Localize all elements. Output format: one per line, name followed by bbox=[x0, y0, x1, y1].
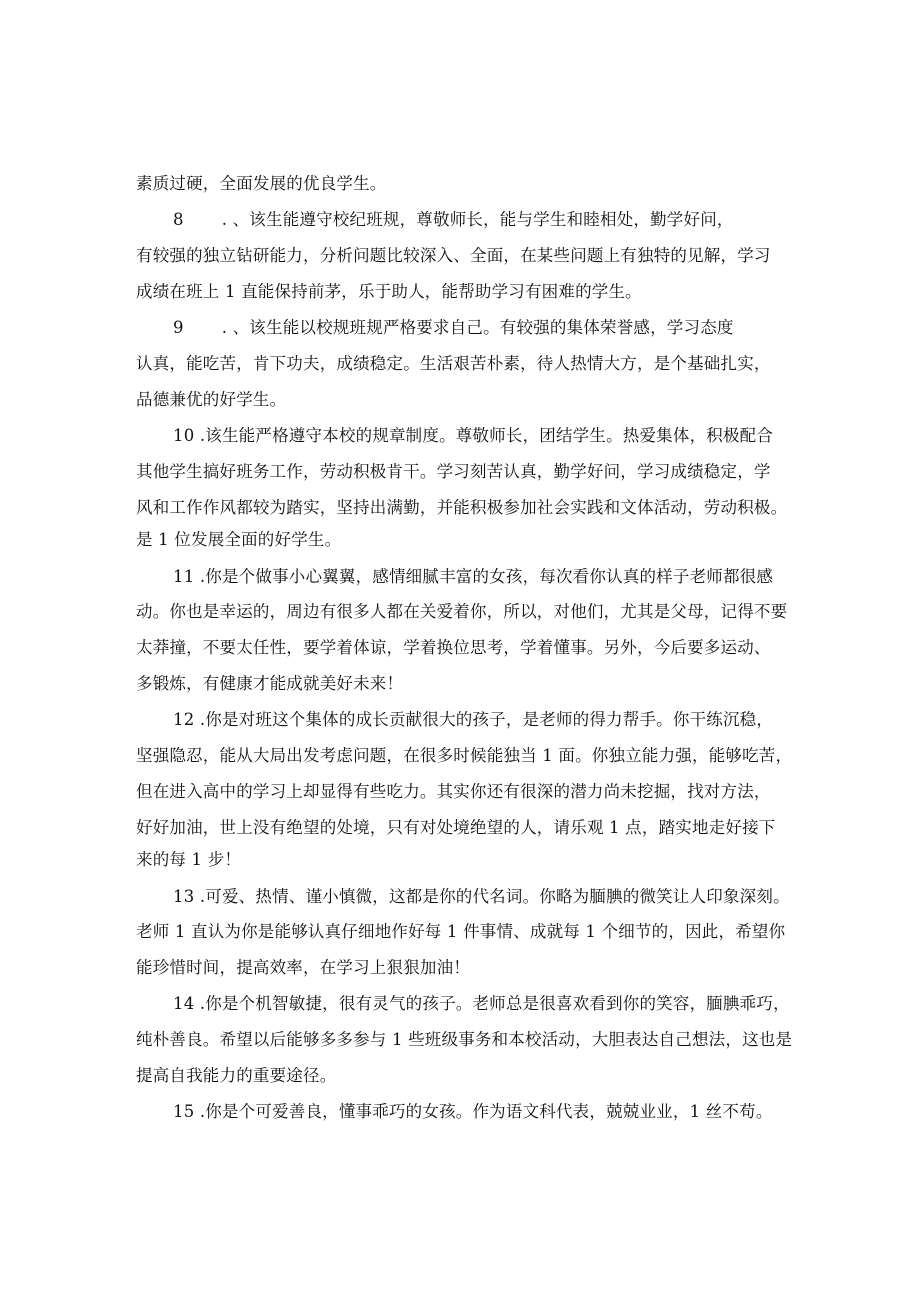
numbered-line bbox=[173, 209, 734, 231]
text-line: 风和工作作风都较为踏实，坚持出满勤，并能积极参加社会实践和文体活动，劳动积极。 bbox=[136, 498, 788, 517]
text-line: 12 .你是对班这个集体的成长贡献很大的孩子，是老师的得力帮手。你干练沉稳， bbox=[173, 710, 774, 729]
text-line: 能珍惜时间，提高效率，在学习上狠狠加油！ bbox=[136, 958, 470, 977]
text-line: 但在进入高中的学习上却显得有些吃力。其实你还有很深的潜力尚未挖掘，找对方法， bbox=[136, 782, 771, 801]
item-number: 9 bbox=[173, 318, 184, 337]
text-line: 多锻炼，有健康才能成就美好未来！ bbox=[136, 674, 404, 693]
text-line: 好好加油，世上没有绝望的处境，只有对处境绝望的人，请乐观 1 点，踏实地走好接下 bbox=[136, 818, 776, 837]
item-number: 8 bbox=[173, 210, 184, 229]
text-line: 是 1 位发展全面的好学生。 bbox=[136, 530, 342, 549]
text-line: 老师 1 直认为你是能够认真仔细地作好每 1 件事情、成就每 1 个细节的，因此，希望你 bbox=[136, 922, 786, 941]
text-line: 提高自我能力的重要途径。 bbox=[136, 1066, 337, 1085]
text-line: 太莽撞，不要太任性，要学着体谅，学着换位思考，学着懂事。另外，今后要多运动、 bbox=[136, 638, 771, 657]
text-line: 13 .可爱、热情、谨小慎微，这都是你的代名词。你略为腼腆的微笑让人印象深刻。 bbox=[173, 887, 790, 906]
text-line: 11 .你是个做事小心翼翼，感情细腻丰富的女孩，每次看你认真的样子老师都很感 bbox=[173, 567, 774, 586]
text-line: 其他学生搞好班务工作，劳动积极肯干。学习刻苦认真，勤学好问，学习成绩稳定，学 bbox=[136, 462, 771, 481]
text-line: 成绩在班上 1 直能保持前茅，乐于助人，能帮助学习有困难的学生。 bbox=[136, 282, 642, 301]
numbered-line bbox=[173, 317, 734, 339]
text-line: 15 .你是个可爱善良，懂事乖巧的女孩。作为语文科代表，兢兢业业，1 丝不苟。 bbox=[173, 1102, 773, 1121]
text-line: 品德兼优的好学生。 bbox=[136, 390, 287, 409]
text-line: 14 .你是个机智敏捷，很有灵气的孩子。老师总是很喜欢看到你的笑容，腼腆乖巧， bbox=[173, 994, 790, 1013]
text-line: 素质过硬，全面发展的优良学生。 bbox=[136, 174, 387, 193]
text-line: 认真，能吃苦，肯下功夫，成绩稳定。生活艰苦朴素，待人热情大方，是个基础扎实， bbox=[136, 354, 771, 373]
text-line: 纯朴善良。希望以后能够多多参与 1 些班级事务和本校活动，大胆表达自己想法，这也是 bbox=[136, 1030, 793, 1049]
text-line: 有较强的独立钻研能力，分析问题比较深入、全面，在某些问题上有独特的见解，学习 bbox=[136, 246, 771, 265]
text-line: 10 .该生能严格遵守本校的规章制度。尊敬师长，团结学生。热爱集体，积极配合 bbox=[173, 426, 774, 445]
text-line: 动。你也是幸运的，周边有很多人都在关爱着你，所以，对他们，尤其是父母，记得不要 bbox=[136, 602, 788, 621]
text-line: . 、该生能以校规班规严格要求自己。有较强的集体荣誉感，学习态度 bbox=[221, 318, 734, 337]
text-line: 坚强隐忍，能从大局出发考虑问题，在很多时候能独当 1 面。你独立能力强，能够吃苦， bbox=[136, 746, 793, 765]
text-line: 来的每 1 步！ bbox=[136, 850, 242, 869]
text-line: . 、该生能遵守校纪班规，尊敬师长，能与学生和睦相处，勤学好问， bbox=[221, 210, 734, 229]
